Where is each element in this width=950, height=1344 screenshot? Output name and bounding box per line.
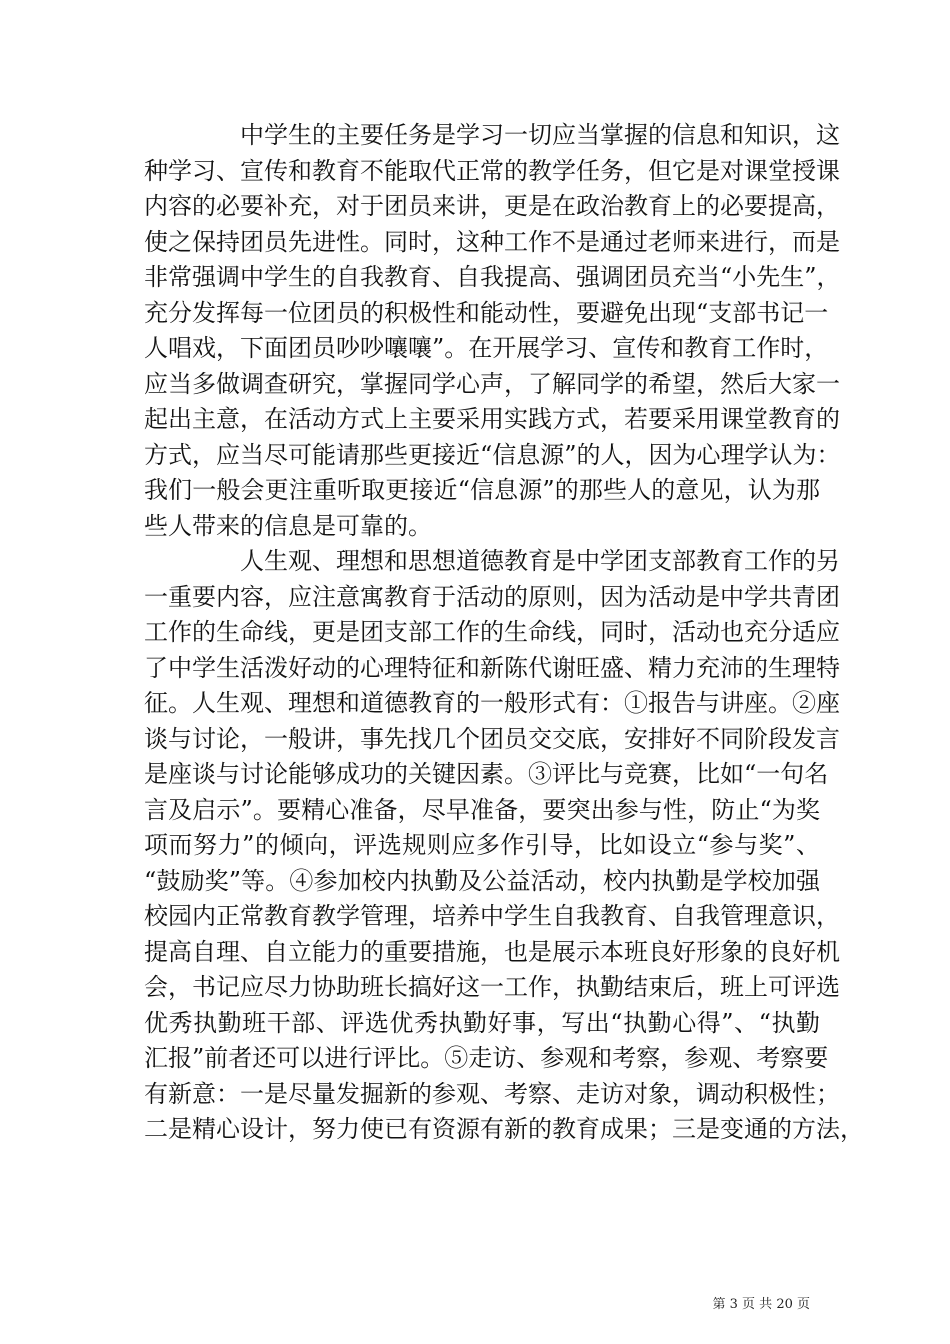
paragraph-2-line: 人生观、理想和思想道德教育是中学团支部教育工作的另 [240,547,840,575]
paragraph-1-line: 方式，应当尽可能请那些更接近“信息源”的人，因为心理学认为： [144,440,841,469]
paragraph-2-line: “鼓励奖”等。④参加校内执勤及公益活动，校内执勤是学校加强 [144,866,820,895]
paragraph-1-line: 非常强调中学生的自我教育、自我提高、强调团员充当“小先生”， [144,263,841,291]
paragraph-1-line: 充分发挥每一位团员的积极性和能动性，要避免出现“支部书记一 [144,298,829,327]
paragraph-2-line: 有新意：一是尽量发掘新的参观、考察、走访对象，调动积极性； [144,1079,840,1108]
paragraph-1-line: 内容的必要补充，对于团员来讲，更是在政治教育上的必要提高， [144,192,840,220]
paragraph-2-line: 优秀执勤班干部、评选优秀执勤好事，写出“执勤心得”、“执勤 [144,1008,820,1037]
paragraph-1-line: 应当多做调查研究，掌握同学心声，了解同学的希望，然后大家一 [144,369,840,398]
paragraph-2-line: 言及启示”。要精心准备，尽早准备，要突出参与性，防止“为奖 [144,795,820,824]
paragraph-1-line: 些人带来的信息是可靠的。 [144,511,432,540]
paragraph-1-line: 我们一般会更注重听取更接近“信息源”的那些人的意见，认为那 [144,476,820,504]
paragraph-1-line: 种学习、宣传和教育不能取代正常的教学任务，但它是对课堂授课 [144,156,840,185]
paragraph-2-line: 工作的生命线，更是团支部工作的生命线，同时，活动也充分适应 [144,618,840,646]
paragraph-2-line: 了中学生活泼好动的心理特征和新陈代谢旺盛、精力充沛的生理特 [144,653,840,682]
paragraph-2-line: 提高自理、自立能力的重要措施，也是展示本班良好形象的良好机 [144,937,840,966]
paragraph-2-line: 汇报”前者还可以进行评比。⑤走访、参观和考察，参观、考察要 [144,1044,829,1072]
paragraph-2-line: 一重要内容，应注意寓教育于活动的原则，因为活动是中学共青团 [144,582,840,611]
paragraph-2-line: 二是精心设计，努力使已有资源有新的教育成果；三是变通的方法， [144,1115,864,1143]
paragraph-2-line: 会，书记应尽力协助班长搞好这一工作，执勤结束后，班上可评选 [144,973,840,1001]
paragraph-2-line: 征。人生观、理想和道德教育的一般形式有：①报告与讲座。②座 [144,689,840,717]
paragraph-1-line: 中学生的主要任务是学习一切应当掌握的信息和知识，这 [240,121,840,149]
paragraph-1-line: 使之保持团员先进性。同时，这种工作不是通过老师来进行，而是 [144,227,840,256]
page-number-footer: 第 3 页 共 20 页 [712,1297,810,1312]
paragraph-2-line: 项而努力”的倾向，评选规则应多作引导，比如设立“参与奖”、 [144,831,820,859]
paragraph-2-line: 校园内正常教育教学管理，培养中学生自我教育、自我管理意识， [144,902,840,930]
body-text [144,118,864,1148]
paragraph-2-line: 谈与讨论，一般讲，事先找几个团员交交底，安排好不同阶段发言 [144,724,840,753]
paragraph-1-line: 人唱戏，下面团员吵吵嚷嚷”。在开展学习、宣传和教育工作时， [144,334,829,362]
paragraph-2-line: 是座谈与讨论能够成功的关键因素。③评比与竞赛，比如“一句名 [144,760,829,788]
paragraph-1-line: 起出主意，在活动方式上主要采用实践方式，若要采用课堂教育的 [144,405,840,433]
